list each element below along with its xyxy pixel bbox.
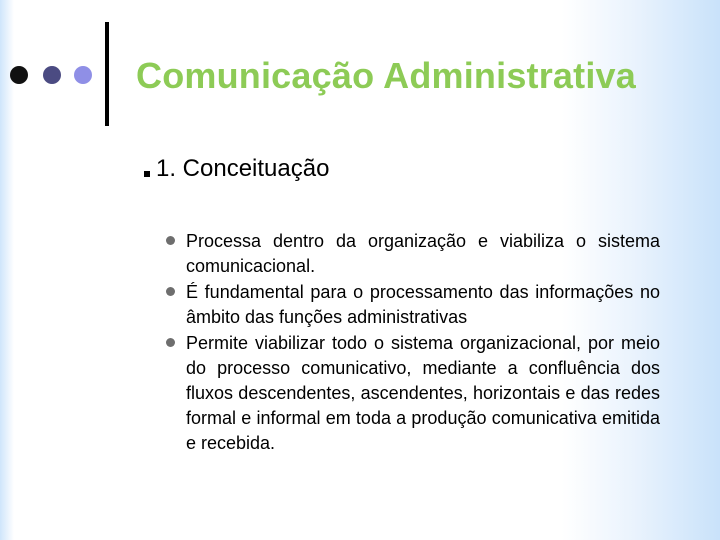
list-item [166, 229, 660, 279]
list-item [166, 331, 660, 456]
round-bullet-icon [166, 287, 175, 296]
square-bullet-icon [144, 171, 150, 177]
slide-title: Comunicação Administrativa [136, 55, 636, 96]
dot-icon [43, 66, 61, 84]
title-divider [105, 22, 109, 126]
list-item-text: Processa dentro da organização e viabiliza o sistema comunicacional. [186, 231, 660, 276]
section-heading-text: 1. Conceituação [156, 155, 330, 182]
round-bullet-icon [166, 236, 175, 245]
list-item-text: Permite viabilizar todo o sistema organizacional, por meio do processo comunicativo, mediante a confluência dos fluxos descendentes, ascendentes, horizontais e das redes formal e informal em toda a produção comunicativa emitida e recebida. [186, 333, 660, 453]
list-item-text: É fundamental para o processamento das informações no âmbito das funções administrativas [186, 282, 660, 327]
bullet-list [166, 229, 660, 457]
dot-icon [74, 66, 92, 84]
dot-icon [10, 66, 28, 84]
list-item [166, 280, 660, 330]
round-bullet-icon [166, 338, 175, 347]
